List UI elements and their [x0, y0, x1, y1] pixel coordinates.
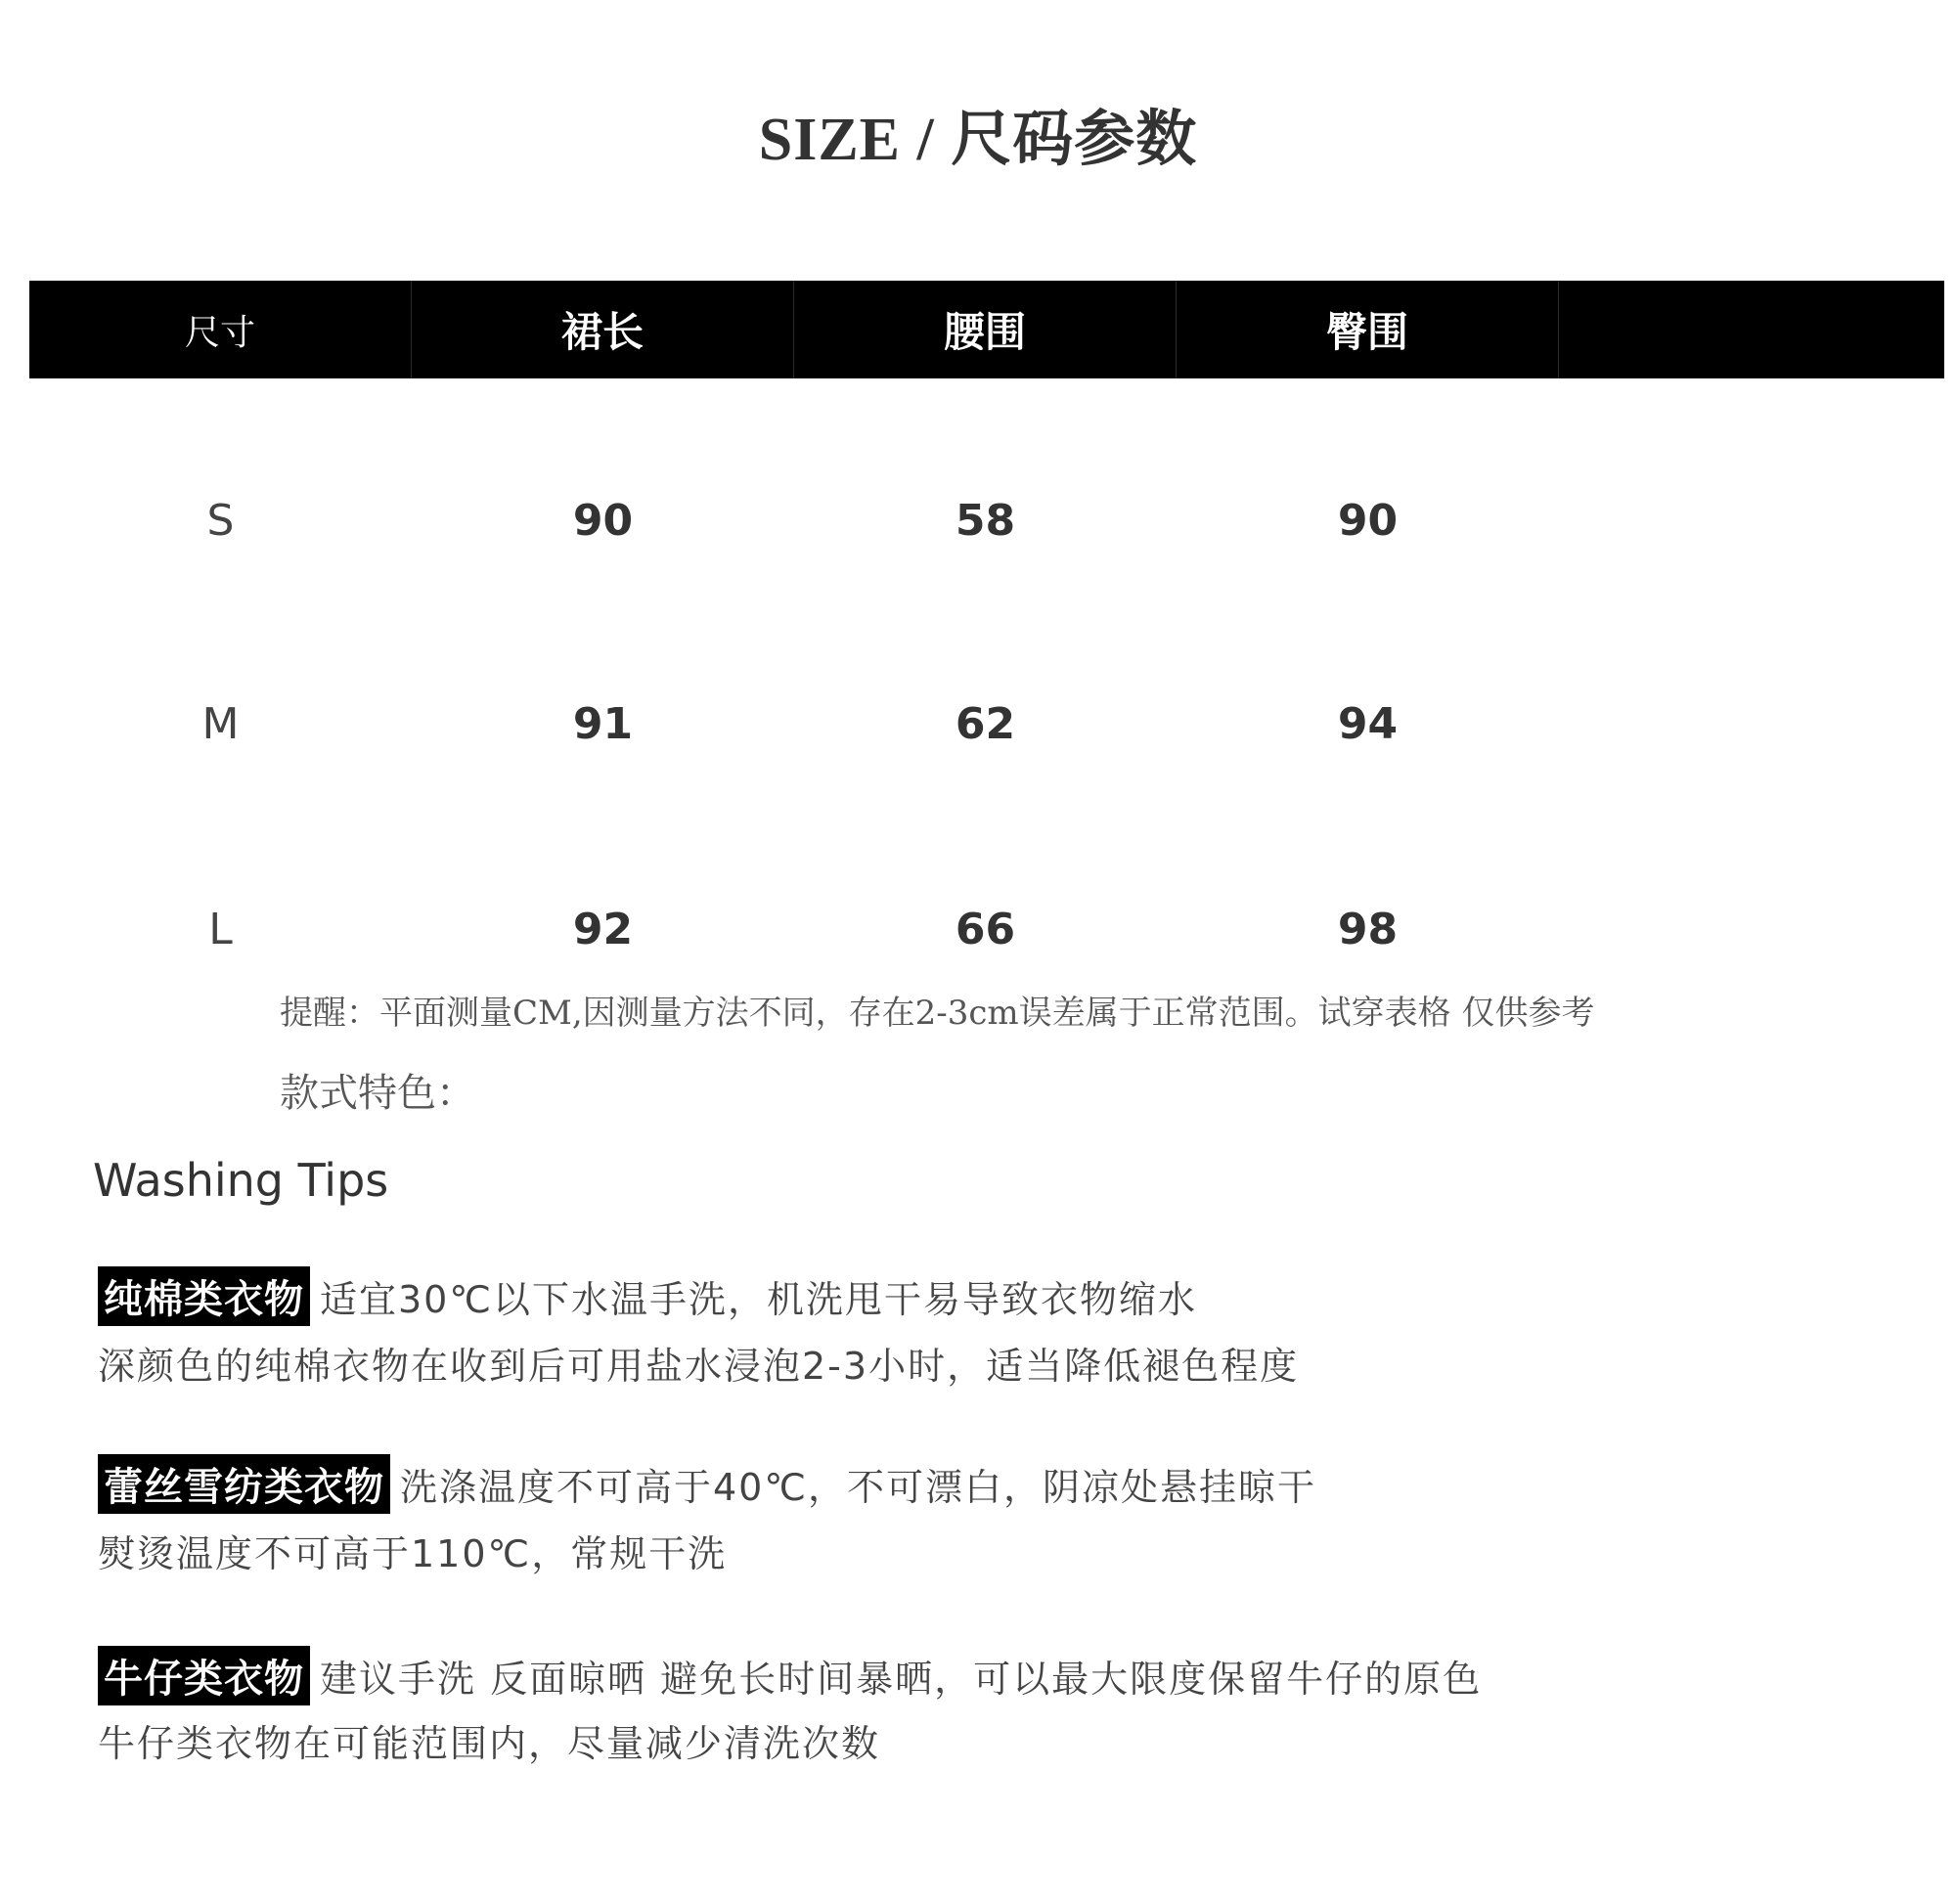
skirt-length-value: 90 [572, 495, 634, 546]
denim-tip-line1 [98, 1646, 1482, 1705]
cotton-tip-text1: 适宜30℃以下水温手洗，机洗甩干易导致衣物缩水 [320, 1278, 1198, 1321]
table-row [29, 685, 1944, 763]
size-label: M [201, 698, 240, 749]
lace-tip-line2: 熨烫温度不可高于110℃，常规干洗 [98, 1532, 728, 1575]
denim-tip-text1: 建议手洗 反面晾晒 避免长时间暴晒，可以最大限度保留牛仔的原色 [320, 1658, 1483, 1701]
table-row [29, 890, 1944, 968]
hip-value: 94 [1337, 698, 1399, 749]
hip-value: 90 [1337, 495, 1399, 546]
cotton-tip-line1 [98, 1266, 1197, 1326]
washing-tips-title: Washing Tips [93, 1154, 389, 1207]
denim-tag: 牛仔类衣物 [98, 1646, 310, 1705]
header-hip: 臀围 [1177, 281, 1559, 378]
size-label: S [206, 495, 235, 546]
waist-value: 62 [955, 698, 1016, 749]
page-title: SIZE / 尺码参数 [758, 107, 1198, 173]
size-table-header [29, 281, 1944, 378]
denim-tip-line2: 牛仔类衣物在可能范围内，尽量减少清洗次数 [98, 1722, 881, 1765]
header-skirt-length: 裙长 [412, 281, 794, 378]
waist-value: 58 [955, 495, 1016, 546]
skirt-length-value: 91 [572, 698, 634, 749]
skirt-length-value: 92 [572, 904, 634, 954]
cotton-tag: 纯棉类衣物 [98, 1266, 310, 1326]
lace-tip-text1: 洗涤温度不可高于40℃，不可漂白，阴凉处悬挂晾干 [400, 1466, 1317, 1509]
header-waist: 腰围 [794, 281, 1177, 378]
waist-value: 66 [955, 904, 1016, 954]
measurement-reminder: 提醒：平面测量CM,因测量方法不同，存在2-3cm误差属于正常范围。试穿表格 仅供参考 [280, 994, 1595, 1033]
style-feature-label: 款式特色： [280, 1071, 475, 1116]
hip-value: 98 [1337, 904, 1399, 954]
lace-tag: 蕾丝雪纺类衣物 [98, 1454, 390, 1514]
header-size: 尺寸 [29, 281, 412, 378]
header-empty [1559, 281, 1941, 378]
lace-tip-line1 [98, 1454, 1316, 1514]
table-row [29, 481, 1944, 559]
cotton-tip-line2: 深颜色的纯棉衣物在收到后可用盐水浸泡2-3小时，适当降低褪色程度 [98, 1345, 1300, 1388]
size-label: L [208, 904, 233, 954]
